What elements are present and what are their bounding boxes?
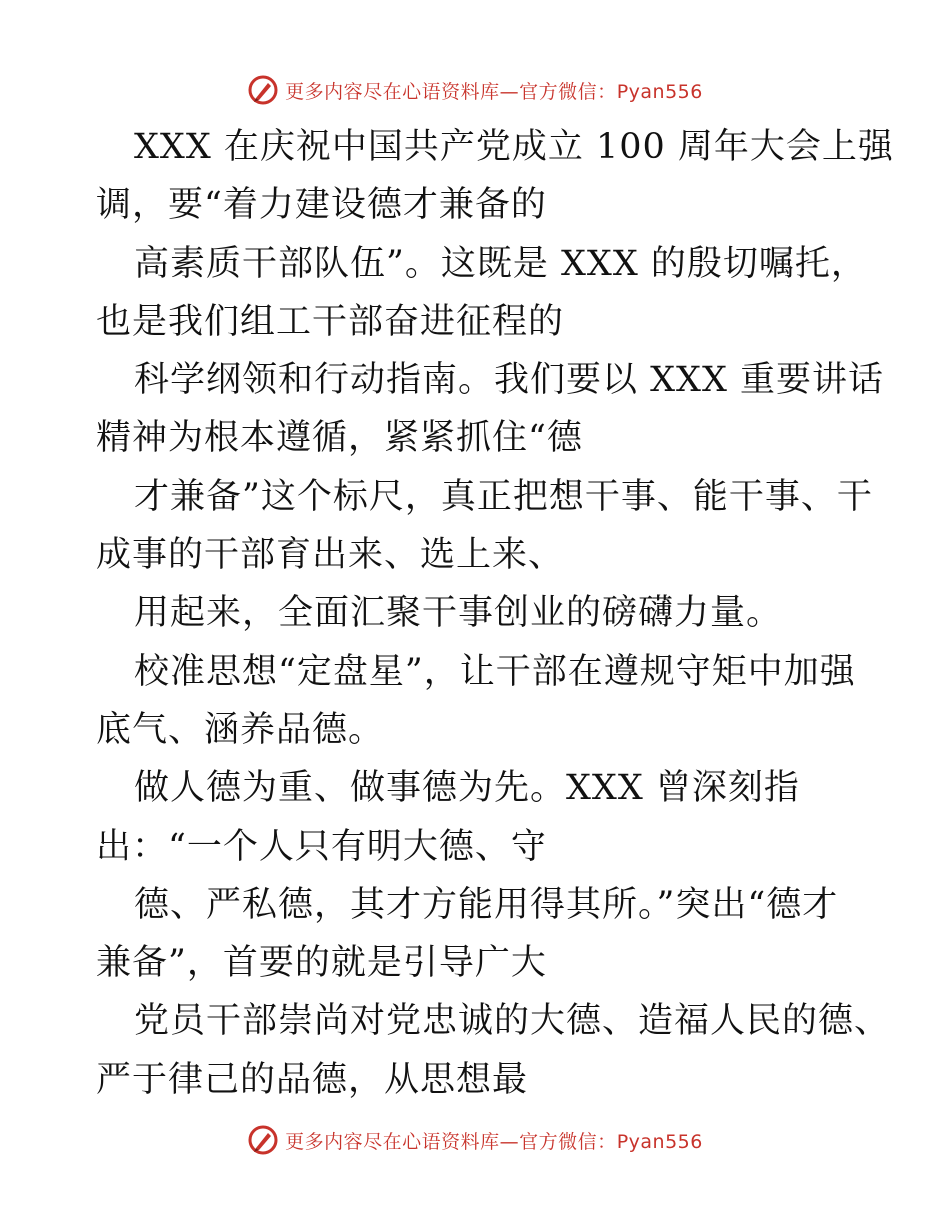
watermark-label: 官方微信： xyxy=(519,80,617,103)
text-line: 科学纲领和行动指南。我们要以 XXX 重要讲话 xyxy=(134,360,885,401)
header-watermark xyxy=(0,70,950,110)
text-line: XXX 在庆祝中国共产党成立 100 周年大会上强 xyxy=(134,127,894,167)
watermark-main: 更多内容尽在心语资料库 xyxy=(285,80,500,103)
text-line: 做人德为重、做事德为先。XXX 曾深刻指 xyxy=(134,768,800,809)
footer-watermark xyxy=(0,1120,950,1160)
text-line: 兼备”，首要的就是引导广大 xyxy=(96,943,547,984)
watermark-text xyxy=(285,77,703,104)
text-line: 校准思想“定盘星”，让干部在遵规守矩中加强 xyxy=(134,651,856,692)
text-line: 成事的干部育出来、选上来、 xyxy=(96,535,565,576)
text-line: 出：“一个人只有明大德、守 xyxy=(96,826,547,867)
text-line: 精神为根本遵循，紧紧抓住“德 xyxy=(96,418,583,459)
watermark-separator: — xyxy=(499,80,520,103)
text-line: 也是我们组工干部奋进征程的 xyxy=(96,301,565,342)
text-line: 底气、涵养品德。 xyxy=(96,709,385,750)
watermark-separator: — xyxy=(499,1130,520,1153)
text-line: 调，要“着力建设德才兼备的 xyxy=(96,185,547,226)
watermark-text xyxy=(285,1127,703,1154)
watermark-label: 官方微信： xyxy=(519,1130,617,1153)
pen-logo-icon xyxy=(247,74,279,106)
text-line: 德、严私德，其才方能用得其所。”突出“德才 xyxy=(134,884,839,925)
text-line: 严于律己的品德，从思想最 xyxy=(96,1059,529,1100)
text-line: 才兼备”这个标尺，真正把想干事、能干事、干 xyxy=(134,476,873,517)
text-line: 高素质干部队伍”。这既是 XXX 的殷切嘱托， xyxy=(134,243,867,284)
watermark-main: 更多内容尽在心语资料库 xyxy=(285,1130,500,1153)
text-line: 党员干部崇尚对党忠诚的大德、造福人民的德、 xyxy=(134,1001,891,1042)
document-body xyxy=(96,118,894,1109)
text-line: 用起来，全面汇聚干事创业的磅礴力量。 xyxy=(134,593,783,634)
watermark-id: Pyan556 xyxy=(616,1130,703,1153)
pen-logo-icon xyxy=(247,1124,279,1156)
watermark-id: Pyan556 xyxy=(616,80,703,103)
